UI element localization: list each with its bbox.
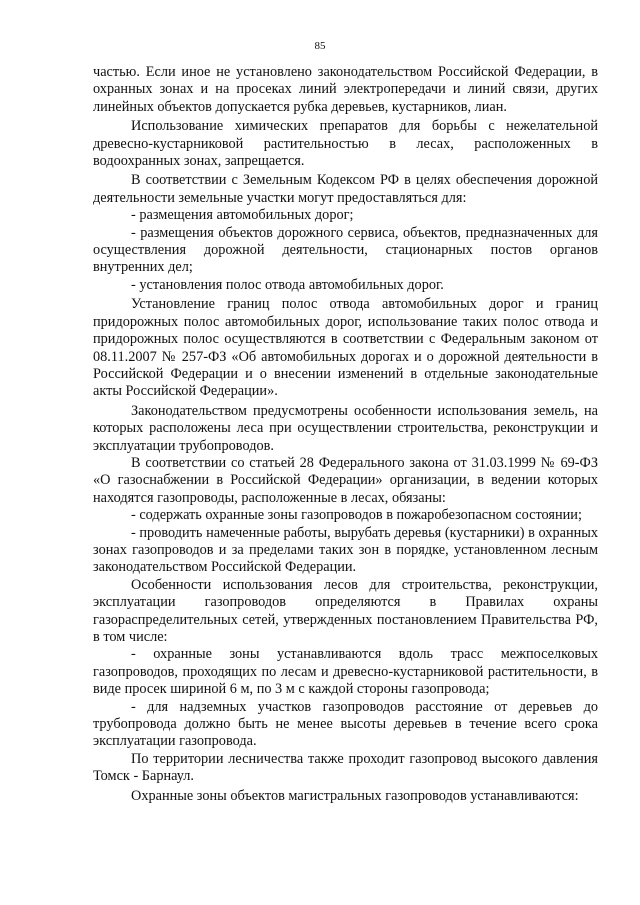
paragraph: По территории лесничества также проходит газопровод высокого давления Томск - Барнаул. <box>93 750 598 785</box>
paragraph: Использование химических препаратов для борьбы с нежелательной древесно-кустарниковой растительностью в лесах, расположенных в водоохранных зонах, запрещается. <box>93 118 598 170</box>
list-item: - размещения объектов дорожного сервиса, объектов, предназначенных для осуществления дорожной деятельности, стационарных постов органов внутренних дел; <box>93 224 598 276</box>
list-item: - содержать охранные зоны газопроводов в пожаробезопасном состоянии; <box>131 507 582 524</box>
paragraph: Установление границ полос отвода автомобильных дорог и границ придорожных полос автомобильных дорог, использование таких полос отвода и придорожных полос осуществляются в соответствии с Федеральным законом от 08.11.2007 № 257-ФЗ «Об автомобильных дорогах и о дорожной деятельности в Российской Федерации и о внесении изменений в отдельные законодательные акты Российской Федерации». <box>93 296 598 400</box>
paragraph: частью. Если иное не установлено законодательством Российской Федерации, в охранных зонах и на просеках линий электропередачи и линий связи, других линейных объектов допускается рубка деревьев, кустарников, лиан. <box>93 64 598 115</box>
page-number: 85 <box>314 40 326 52</box>
list-item: - установления полос отвода автомобильных дорог. <box>131 276 444 293</box>
document-body <box>93 64 598 805</box>
list-item: - охранные зоны устанавливаются вдоль трасс межпоселковых газопроводов, проходящих по лесам и древесно-кустарниковой растительности, в виде просек шириной 6 м, по 3 м с каждой стороны газопровода; <box>93 646 598 698</box>
paragraph: Особенности использования лесов для строительства, реконструкции, эксплуатации газопроводов определяются в Правилах охраны газораспределительных сетей, утвержденных постановлением Правительства РФ, в том числе: <box>93 576 598 645</box>
paragraph: В соответствии с Земельным Кодексом РФ в целях обеспечения дорожной деятельности земельные участки могут предоставляться для: <box>93 172 598 206</box>
paragraph: Охранные зоны объектов магистральных газопроводов устанавливаются: <box>131 787 579 804</box>
paragraph: Законодательством предусмотрены особенности использования земель, на которых расположены леса при осуществлении строительства, реконструкции и эксплуатации трубопроводов. <box>93 402 598 454</box>
list-item: - для надземных участков газопроводов расстояние от деревьев до трубопровода должно быть не менее высоты деревьев в течение всего срока эксплуатации газопровода. <box>93 698 598 750</box>
list-item: - размещения автомобильных дорог; <box>131 207 354 224</box>
paragraph: В соответствии со статьей 28 Федерального закона от 31.03.1999 № 69-ФЗ «О газоснабжении в Российской Федерации» организации, в ведении которых находятся газопроводы, расположенные в лесах, обязаны: <box>93 454 598 506</box>
list-item: - проводить намеченные работы, вырубать деревья (кустарники) в охранных зонах газопроводов и за пределами таких зон в порядке, установленном лесным законодательством Российской Федерации. <box>93 524 598 576</box>
